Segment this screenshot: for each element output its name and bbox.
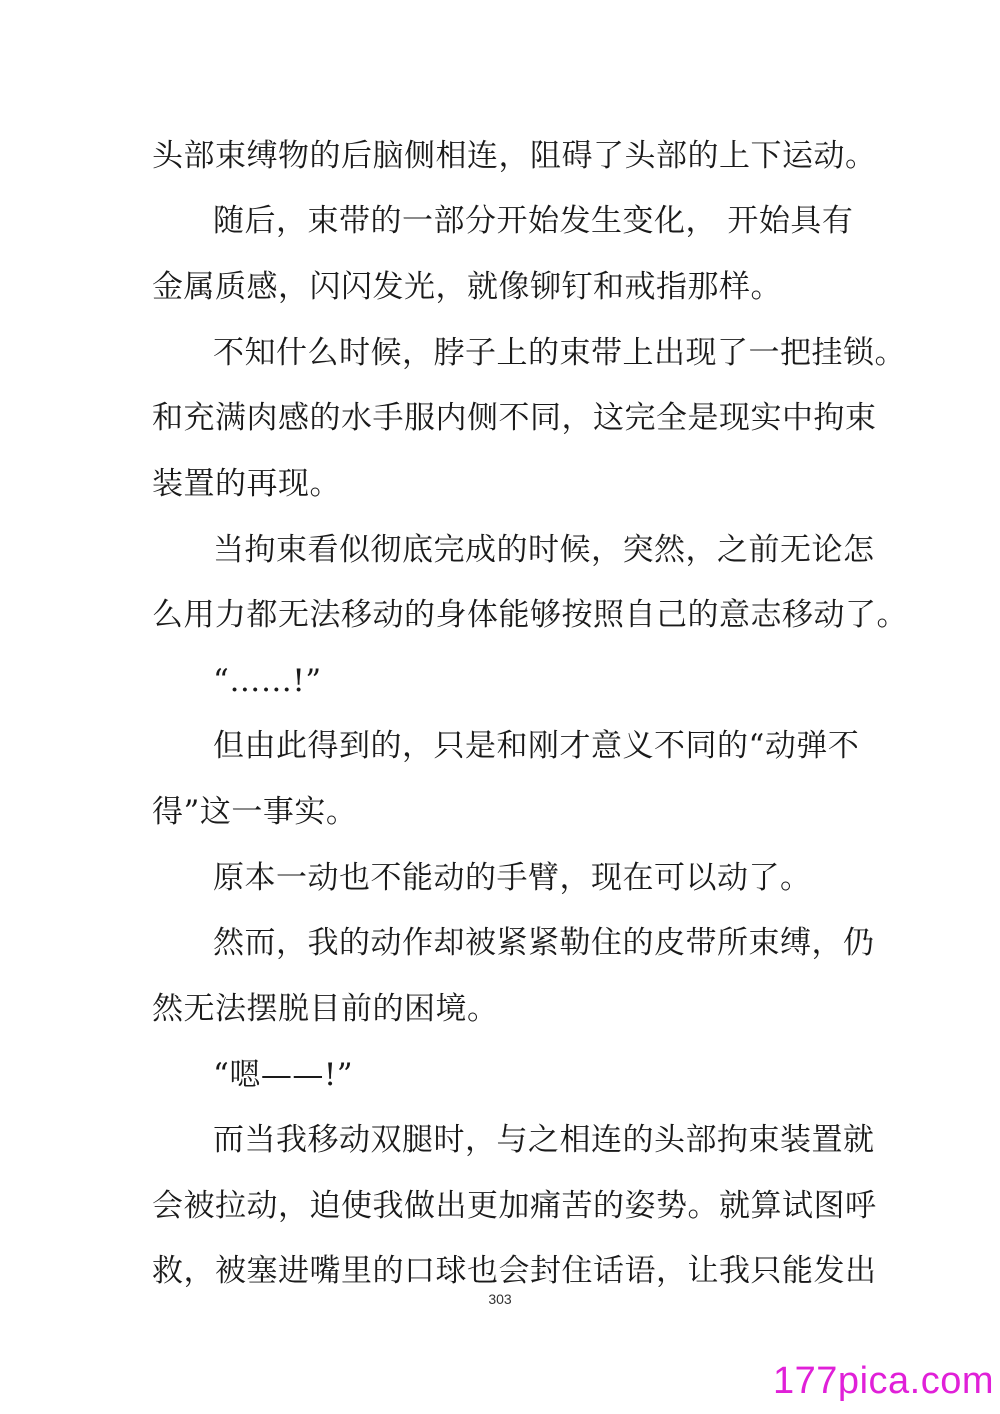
dialogue-line: “……!” [213,663,322,699]
page-number: 303 [488,1291,512,1307]
text-line: 会被拉动，迫使我做出更加痛苦的姿势。就算试图呼 [152,1188,877,1224]
text-line: 得”这一事实。 [152,794,358,830]
text-line: 和充满肉感的水手服内侧不同，这完全是现实中拘束 [152,400,877,436]
text-line: 但由此得到的，只是和刚才意义不同的“动弹不 [213,728,860,764]
text-line: 救，被塞进嘴里的口球也会封住话语，让我只能发出 [152,1253,877,1289]
text-line: 不知什么时候，脖子上的束带上出现了一把挂锁。 [213,335,906,371]
dialogue-line: “嗯——!” [213,1057,354,1093]
text-line: 么用力都无法移动的身体能够按照自己的意志移动了。 [152,597,908,633]
watermark: 177pica.com [773,1360,994,1402]
text-line: 然而，我的动作却被紧紧勒住的皮带所束缚，仍 [213,925,875,961]
text-line: 随后，束带的一部分开始发生变化， 开始具有 [213,203,854,239]
text-line: 原本一动也不能动的手臂，现在可以动了。 [213,860,812,896]
text-line: 金属质感，闪闪发光，就像铆钉和戒指那样。 [152,269,782,305]
text-line: 当拘束看似彻底完成的时候，突然，之前无论怎 [213,532,875,568]
text-line: 然无法摆脱目前的困境。 [152,991,499,1027]
text-line: 装置的再现。 [152,466,341,502]
text-line: 而当我移动双腿时，与之相连的头部拘束装置就 [213,1122,875,1158]
text-line: 头部束缚物的后脑侧相连，阻碍了头部的上下运动。 [152,138,877,174]
